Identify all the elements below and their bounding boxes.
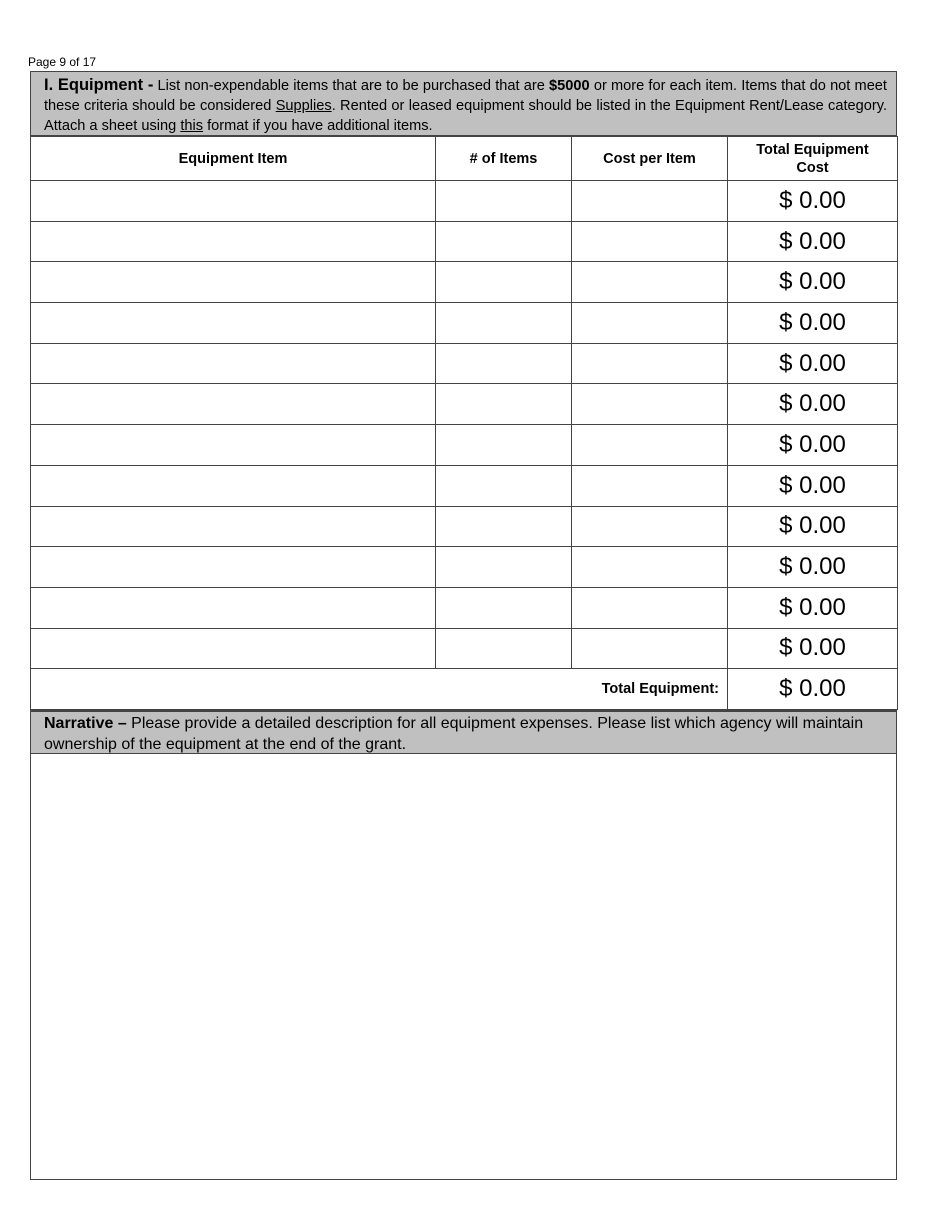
num-items-field[interactable] <box>436 303 572 344</box>
header-equipment-item: Equipment Item <box>31 137 436 181</box>
table-row <box>31 384 898 425</box>
equipment-item-field[interactable] <box>31 506 436 547</box>
num-items-field[interactable] <box>436 506 572 547</box>
row-total-cost: $ 0.00 <box>728 425 898 466</box>
row-total-cost: $ 0.00 <box>728 181 898 222</box>
table-row <box>31 221 898 262</box>
cost-per-item-field[interactable] <box>572 587 728 628</box>
section-title: I. Equipment - <box>44 76 154 94</box>
table-row <box>31 262 898 303</box>
header-total-line1: Total Equipment <box>756 141 869 158</box>
cost-per-item-field[interactable] <box>572 384 728 425</box>
equipment-item-field[interactable] <box>31 384 436 425</box>
section-desc-threshold: $5000 <box>549 78 590 94</box>
equipment-item-field[interactable] <box>31 628 436 669</box>
row-total-cost: $ 0.00 <box>728 465 898 506</box>
row-total-cost: $ 0.00 <box>728 384 898 425</box>
table-row <box>31 587 898 628</box>
row-total-cost: $ 0.00 <box>728 628 898 669</box>
table-row <box>31 547 898 588</box>
equipment-item-field[interactable] <box>31 465 436 506</box>
num-items-field[interactable] <box>436 465 572 506</box>
cost-per-item-field[interactable] <box>572 262 728 303</box>
row-total-cost: $ 0.00 <box>728 547 898 588</box>
equipment-item-field[interactable] <box>31 303 436 344</box>
narrative-header <box>30 710 897 754</box>
table-header-row <box>31 137 898 181</box>
table-row <box>31 303 898 344</box>
total-equipment-label: Total Equipment: <box>31 669 728 710</box>
row-total-cost: $ 0.00 <box>728 303 898 344</box>
cost-per-item-field[interactable] <box>572 343 728 384</box>
section-desc-1: List non-expendable items that are to be purchased that are <box>157 78 545 94</box>
equipment-form <box>30 71 897 1180</box>
cost-per-item-field[interactable] <box>572 465 728 506</box>
num-items-field[interactable] <box>436 343 572 384</box>
table-row <box>31 506 898 547</box>
header-cost-per-item: Cost per Item <box>572 137 728 181</box>
cost-per-item-field[interactable] <box>572 628 728 669</box>
equipment-item-field[interactable] <box>31 343 436 384</box>
cost-per-item-field[interactable] <box>572 506 728 547</box>
cost-per-item-field[interactable] <box>572 547 728 588</box>
row-total-cost: $ 0.00 <box>728 506 898 547</box>
narrative-label: Narrative – <box>44 714 127 732</box>
table-row <box>31 181 898 222</box>
equipment-item-field[interactable] <box>31 262 436 303</box>
section-desc-2: or more for each item. Items that do not meet these criteria should be considered <box>44 78 887 114</box>
equipment-table <box>30 136 898 710</box>
cost-per-item-field[interactable] <box>572 181 728 222</box>
cost-per-item-field[interactable] <box>572 221 728 262</box>
cost-per-item-field[interactable] <box>572 303 728 344</box>
num-items-field[interactable] <box>436 425 572 466</box>
narrative-instructions: Please provide a detailed description for all equipment expenses. Please list which agency will maintain ownership of the equipment at the end of the grant. <box>44 714 864 753</box>
num-items-field[interactable] <box>436 262 572 303</box>
cost-per-item-field[interactable] <box>572 425 728 466</box>
num-items-field[interactable] <box>436 587 572 628</box>
num-items-field[interactable] <box>436 547 572 588</box>
supplies-link-text: Supplies <box>275 98 332 114</box>
num-items-field[interactable] <box>436 181 572 222</box>
table-row <box>31 465 898 506</box>
equipment-item-field[interactable] <box>31 425 436 466</box>
row-total-cost: $ 0.00 <box>728 262 898 303</box>
table-row <box>31 628 898 669</box>
total-equipment-value: $ 0.00 <box>728 669 898 710</box>
num-items-field[interactable] <box>436 221 572 262</box>
this-format-text: this <box>180 118 204 134</box>
table-row <box>31 425 898 466</box>
row-total-cost: $ 0.00 <box>728 587 898 628</box>
header-total-cost <box>728 137 898 181</box>
total-row <box>31 669 898 710</box>
header-total-line2: Cost <box>796 159 829 176</box>
table-row <box>31 343 898 384</box>
equipment-item-field[interactable] <box>31 181 436 222</box>
row-total-cost: $ 0.00 <box>728 343 898 384</box>
section-header <box>30 71 897 136</box>
page-number: Page 9 of 17 <box>28 55 97 69</box>
row-total-cost: $ 0.00 <box>728 221 898 262</box>
num-items-field[interactable] <box>436 384 572 425</box>
equipment-item-field[interactable] <box>31 547 436 588</box>
section-desc-3: . Rented or leased equipment should be listed in the Equipment Rent/Lease category. Attach a sheet using <box>44 98 887 134</box>
num-items-field[interactable] <box>436 628 572 669</box>
equipment-item-field[interactable] <box>31 221 436 262</box>
section-desc-4: format if you have additional items. <box>207 118 433 134</box>
header-num-items: # of Items <box>436 137 572 181</box>
equipment-item-field[interactable] <box>31 587 436 628</box>
narrative-text-area[interactable] <box>30 754 897 1180</box>
